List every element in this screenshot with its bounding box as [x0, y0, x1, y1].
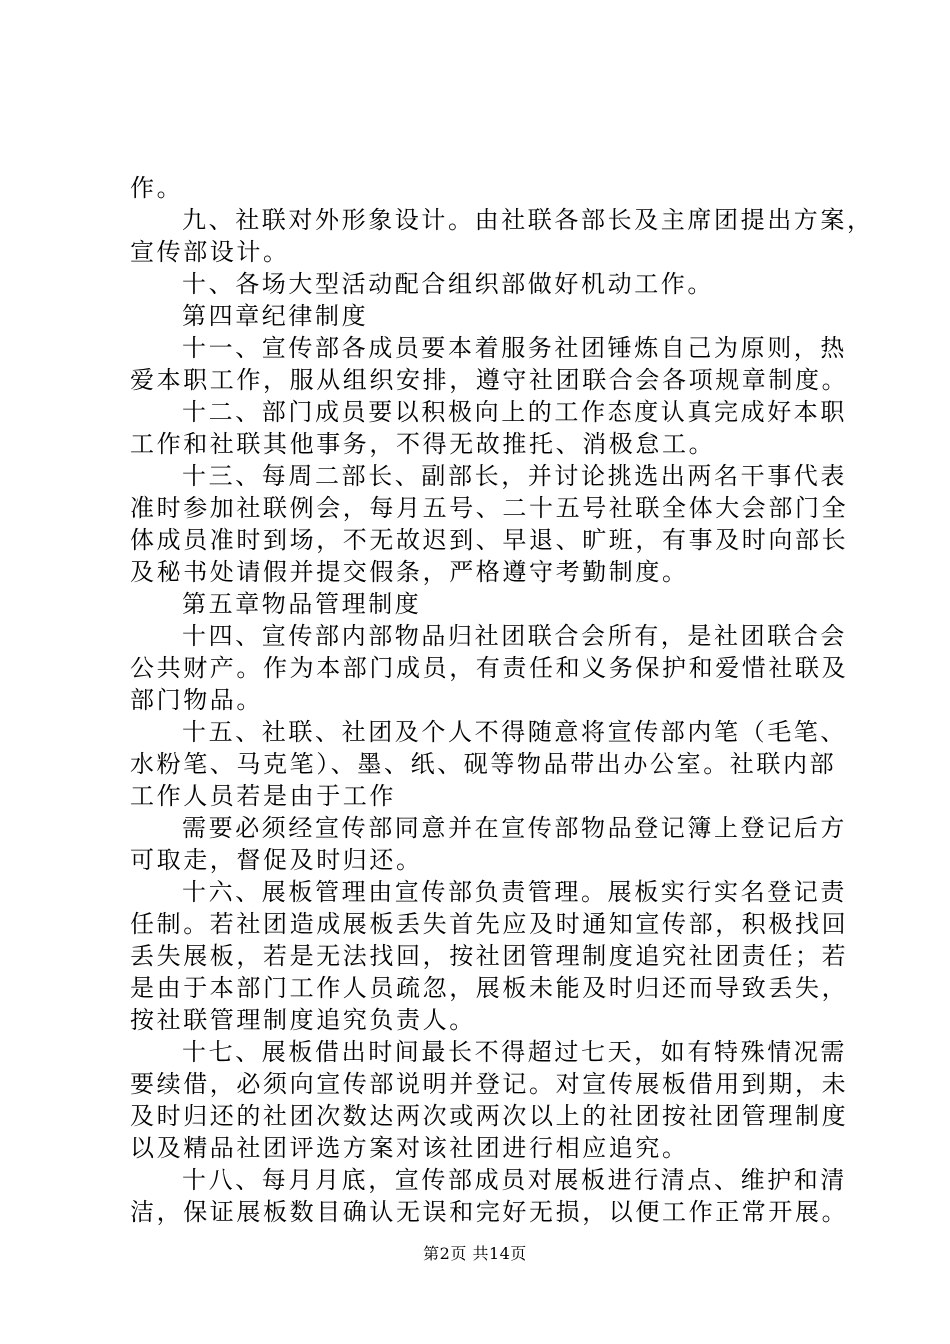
text-line: 水粉笔、马克笔）、墨、纸、砚等物品带出办公室。社联内部	[130, 750, 837, 778]
text-line: 十、各场大型活动配合组织部做好机动工作。	[182, 270, 714, 298]
text-line: 十三、每周二部长、副部长，并讨论挑选出两名干事代表	[182, 462, 847, 490]
text-line: 要续借，必须向宣传部说明并登记。对宣传展板借用到期，未	[130, 1070, 849, 1098]
text-line: 任制。若社团造成展板丢失首先应及时通知宣传部，积极找回	[130, 910, 849, 938]
text-line: 以及精品社团评选方案对该社团进行相应追究。	[130, 1134, 689, 1162]
text-line: 洁，保证展板数目确认无误和完好无损，以便工作正常开展。	[130, 1198, 849, 1226]
text-line: 第四章纪律制度	[182, 302, 369, 330]
page-footer: 第2页 共14页	[423, 1244, 527, 1263]
text-line: 十八、每月月底，宣传部成员对展板进行清点、维护和清	[182, 1166, 847, 1194]
text-line: 可取走，督促及时归还。	[130, 846, 423, 874]
text-line: 十五、社联、社团及个人不得随意将宣传部内笔（毛笔、	[182, 718, 847, 746]
text-line: 十一、宣传部各成员要本着服务社团锤炼自己为原则，热	[182, 334, 847, 362]
text-line: 工作和社联其他事务，不得无故推托、消极怠工。	[130, 430, 716, 458]
text-line: 部门物品。	[130, 686, 263, 714]
text-line: 十七、展板借出时间最长不得超过七天，如有特殊情况需	[182, 1038, 847, 1066]
text-line: 需要必须经宣传部同意并在宣传部物品登记簿上登记后方	[182, 814, 847, 842]
text-line: 作。	[130, 174, 184, 202]
text-line: 是由于本部门工作人员疏忽，展板未能及时归还而导致丢失，	[130, 974, 849, 1002]
text-line: 十六、展板管理由宣传部负责管理。展板实行实名登记责	[182, 878, 847, 906]
text-line: 第五章物品管理制度	[182, 590, 422, 618]
text-line: 及秘书处请假并提交假条，严格遵守考勤制度。	[130, 558, 689, 586]
text-line: 按社联管理制度追究负责人。	[130, 1006, 476, 1034]
text-line: 丢失展板，若是无法找回，按社团管理制度追究社团责任；若	[130, 942, 849, 970]
text-line: 准时参加社联例会，每月五号、二十五号社联全体大会部门全	[130, 494, 849, 522]
text-line: 九、社联对外形象设计。由社联各部长及主席团提出方案，	[182, 206, 874, 234]
text-line: 公共财产。作为本部门成员，有责任和义务保护和爱惜社联及	[130, 654, 849, 682]
document-body	[130, 172, 874, 1228]
text-line: 十二、部门成员要以积极向上的工作态度认真完成好本职	[182, 398, 847, 426]
text-line: 工作人员若是由于工作	[130, 782, 396, 810]
text-line: 十四、宣传部内部物品归社团联合会所有，是社团联合会	[182, 622, 847, 650]
text-line: 爱本职工作，服从组织安排，遵守社团联合会各项规章制度。	[130, 366, 849, 394]
text-line: 及时归还的社团次数达两次或两次以上的社团按社团管理制度	[130, 1102, 849, 1130]
text-line: 体成员准时到场，不无故迟到、早退、旷班，有事及时向部长	[130, 526, 849, 554]
text-line: 宣传部设计。	[130, 238, 290, 266]
